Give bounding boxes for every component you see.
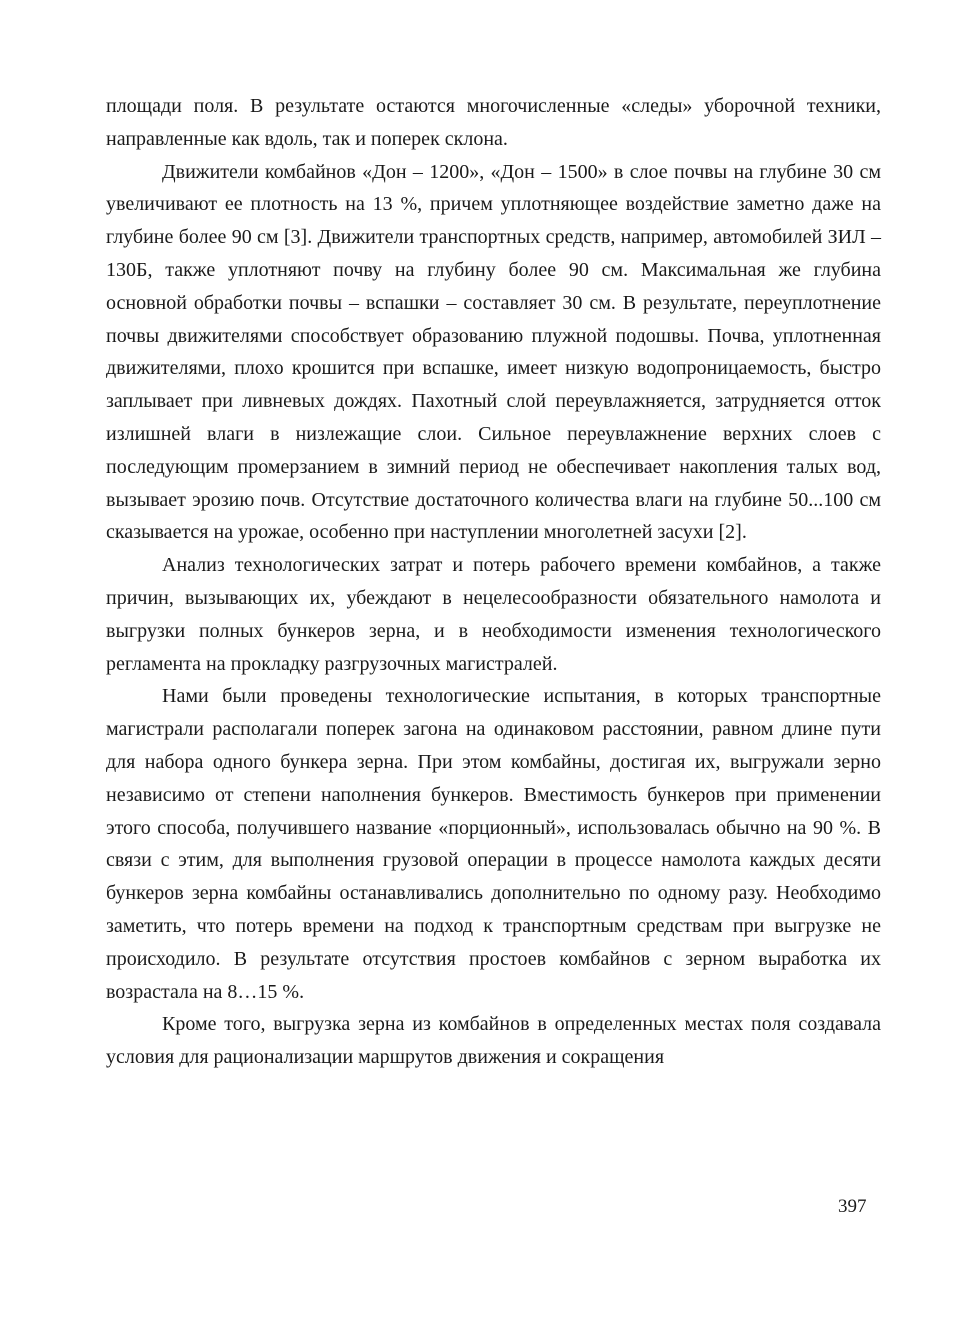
paragraph-soil-compaction: Движители комбайнов «Дон – 1200», «Дон – 1500» в слое почвы на глубине 30 см увеличивают ее плотность на 13 %, причем уплотняющее воздействие заметно даже на глубине более 90 см [3]. Движители транспортных средств, например, автомобилей ЗИЛ – 130Б, также уплотняют почву на глубину более 90 см. Максимальная же глубина основной обработки почвы – вспашки – составляет 30 см. В результате, переуплотнение почвы движителями способствует образованию плужной подошвы. Почва, уплотненная движителями, плохо крошится при вспашке, имеет низкую водопроницаемость, быстро заплывает при ливневых дождях. Пахотный слой переувлажняется, затрудняется отток излишней влаги в низлежащие слои. Сильное переувлажнение верхних слоев с последующим промерзанием в зимний период не обеспечивает накопления талых вод, вызывает эрозию почв. Отсутствие достаточного количества влаги на глубине 50...100 см сказывается на урожае, особенно при наступлении многолетней засухи [2].: [106, 160, 881, 544]
page-number: 397: [838, 1196, 867, 1217]
paragraph-experiments: Нами были проведены технологические испытания, в которых транспортные магистрали располагали поперек загона на одинаковом расстоянии, равном длине пути для набора одного бункера зерна. При этом комбайны, достигая их, выгружали зерно независимо от степени наполнения бункеров. Вместимость бункеров при применении этого способа, получившего название «порционный», использовалась обычно на 90 %. В связи с этим, для выполнения грузовой операции в процессе намолота каждых десяти бункеров зерна комбайны останавливались дополнительно по одному разу. Необходимо заметить, что потерь времени на подход к транспортным средствам при выгрузке не происходило. В результате отсутствия простоев комбайнов с зерном выработка их возрастала на 8…15 %.: [106, 685, 881, 1003]
paragraph-analysis: Анализ технологических затрат и потерь рабочего времени комбайнов, а также причин, вызывающих их, убеждают в нецелесообразности обязательного намолота и выгрузки полных бункеров зерна, и в необходимости изменения технологического регламента на прокладку разгрузочных магистралей.: [106, 554, 881, 675]
body-text: [106, 90, 881, 1074]
paragraph-continuation: площади поля. В результате остаются многочисленные «следы» уборочной техники, направленные как вдоль, так и поперек склона.: [106, 95, 881, 150]
paragraph-route-optimization: Кроме того, выгрузка зерна из комбайнов в определенных местах поля создавала условия для рационализации маршрутов движения и сокращения: [106, 1013, 881, 1069]
